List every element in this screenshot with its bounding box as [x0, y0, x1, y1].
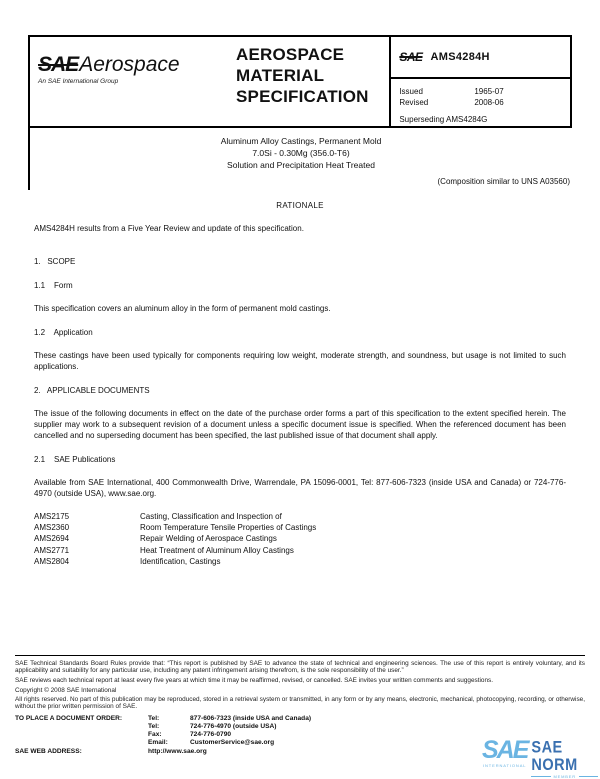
- sae-norm-name-text: SAE NORM: [531, 738, 578, 775]
- doc-type-line2: MATERIAL: [236, 66, 325, 85]
- document-code: AMS4284H: [430, 51, 490, 63]
- copyright-text: Copyright © 2008 SAE International: [15, 686, 117, 694]
- document-body: [34, 195, 566, 567]
- publication-title: Room Temperature Tensile Properties of Castings: [140, 523, 317, 533]
- publication-title: Repair Welding of Aerospace Castings: [140, 534, 277, 544]
- doc-type-line3: SPECIFICATION: [236, 87, 369, 106]
- sae-international-text: INTERNATIONAL: [482, 763, 527, 768]
- contact-label: Tel:: [148, 722, 160, 730]
- aerospace-logo-text: Aerospace: [79, 53, 180, 76]
- publication-code: AMS2804: [34, 556, 70, 566]
- scope-heading: 1. SCOPE: [34, 257, 76, 266]
- sae-publications-text: Available from SAE International, 400 Commonwealth Drive, Warrendale, PA 15096-0001, Tel: 877-606-7323 (inside USA and Canada) or 724-776-4970 (outside USA), www.sae.org.: [34, 478, 566, 498]
- review-note-text: SAE reviews each technical report at least every five years at which time it may be reaffirmed, revised, or cancelled. SAE invites your written comments and suggestions.: [15, 676, 493, 684]
- applicable-documents-text: The issue of the following documents in effect on the date of the purchase order forms a part of this specification to the extent specified herein. The supplier may work to a subsequent revision of a document unless a specific document issue is specified. When the referenced document has been cancelled and no superseding document has been specified, the last published issue of that document shall apply.: [34, 409, 566, 440]
- sae-norm-logo: [482, 736, 598, 779]
- contact-value: 877-606-7323 (inside USA and Canada): [190, 714, 312, 722]
- rights-text: All rights reserved. No part of this publication may be reproduced, stored in a retrieval system or transmitted, in any form or by any means, electronic, mechanical, photocopying, recording, or otherwise, without the prior written permission of SAE.: [15, 696, 585, 711]
- publication-row: [34, 522, 566, 533]
- member-line-left: [531, 776, 550, 777]
- document-code-row: [391, 37, 570, 79]
- revision-block: [391, 79, 570, 125]
- web-address-value: http://www.sae.org: [148, 747, 207, 755]
- form-heading: 1.1 Form: [34, 281, 73, 290]
- sae-norm-sae-text: SAE: [482, 736, 528, 764]
- spec-title-line2: 7.0Si - 0.30Mg (356.0-T6): [252, 148, 350, 158]
- sae-publications-heading: 2.1 SAE Publications: [34, 455, 116, 464]
- web-address-label: SAE WEB ADDRESS:: [15, 747, 82, 755]
- contact-value: CustomerService@sae.org: [190, 739, 275, 747]
- sae-code-logo: SAE: [399, 50, 423, 64]
- revised-label: Revised: [399, 98, 429, 107]
- application-text: These castings have been used typically for components requiring low weight, moderate strength, and soundness, but usage is not limited to such applications.: [34, 351, 566, 371]
- application-heading: 1.2 Application: [34, 328, 93, 337]
- header-left-cell: [30, 37, 389, 126]
- sae-norm-member-line: [531, 774, 598, 779]
- publication-row: [34, 545, 566, 556]
- contact-value: 724-776-0790: [190, 731, 232, 739]
- form-text: This specification covers an aluminum alloy in the form of permanent mold castings.: [34, 304, 331, 313]
- revised-date: 2008-06: [474, 98, 504, 107]
- publication-code: AMS2694: [34, 534, 70, 544]
- publication-title: Identification, Castings: [140, 556, 221, 566]
- contact-row: [15, 715, 585, 723]
- publication-title: Heat Treatment of Aluminum Alloy Castings: [140, 545, 294, 555]
- publication-row: [34, 533, 566, 544]
- document-type-title: [236, 44, 369, 107]
- issued-date: 1965-07: [474, 87, 504, 96]
- doc-type-line1: AEROSPACE: [236, 45, 345, 64]
- member-line-right: [579, 776, 598, 777]
- member-text: MEMBER: [553, 774, 576, 779]
- composition-note: (Composition similar to UNS A03560): [437, 177, 570, 186]
- header-box: [28, 35, 572, 128]
- applicable-documents-heading: 2. APPLICABLE DOCUMENTS: [34, 386, 150, 395]
- issued-label: Issued: [399, 87, 423, 96]
- header-right-cell: [389, 37, 570, 126]
- spec-title-line1: Aluminum Alloy Castings, Permanent Mold: [220, 136, 382, 146]
- order-label: TO PLACE A DOCUMENT ORDER:: [15, 714, 123, 722]
- sae-international-mark: [482, 738, 527, 768]
- publication-row: [34, 556, 566, 567]
- sae-aerospace-logo: [38, 53, 180, 85]
- publication-row: [34, 511, 566, 522]
- board-rules-text: SAE Technical Standards Board Rules provide that: “This report is published by SAE to advance the state of technical and engineering sciences. The use of this report is entirely voluntary, and its applicability and suitability for any particular use, including any patent infringement arising therefrom, is the sole responsibility of the user.”: [15, 660, 585, 675]
- spec-title-line3: Solution and Precipitation Heat Treated: [227, 160, 375, 170]
- contact-label: Tel:: [148, 714, 160, 722]
- publication-title: Casting, Classification and Inspection of: [140, 512, 282, 521]
- publication-code: AMS2360: [34, 523, 70, 533]
- contact-label: Fax:: [148, 731, 162, 739]
- contact-value: 724-776-4970 (outside USA): [190, 722, 277, 730]
- rationale-text: AMS4284H results from a Five Year Review and update of this specification.: [34, 224, 304, 233]
- brand-tagline: An SAE International Group: [38, 78, 119, 85]
- contact-label: Email:: [148, 739, 168, 747]
- publications-list: [34, 511, 566, 567]
- publication-code: AMS2175: [34, 512, 70, 521]
- superseding-note: Superseding AMS4284G: [399, 115, 488, 124]
- sae-norm-wordmark: [531, 740, 598, 779]
- publication-code: AMS2771: [34, 545, 70, 555]
- sae-logo-text: SAE: [38, 53, 79, 76]
- rationale-heading: RATIONALE: [276, 201, 324, 210]
- title-block: [28, 128, 572, 190]
- contact-row: [15, 723, 585, 731]
